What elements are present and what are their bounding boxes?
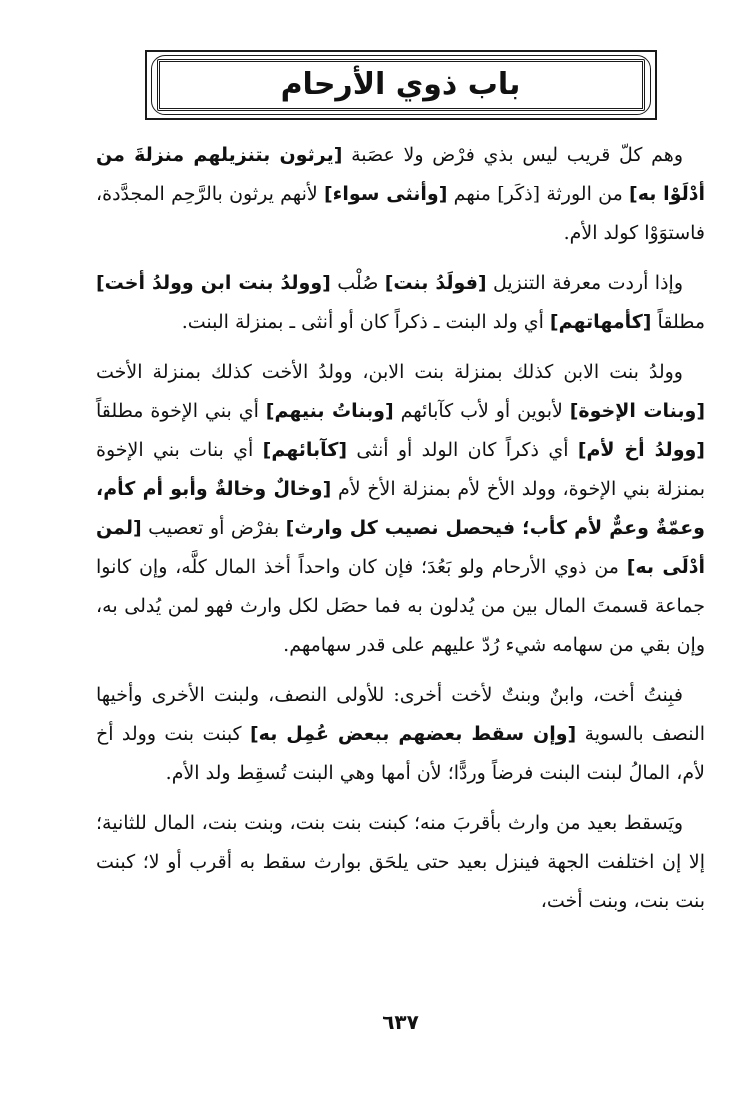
chapter-title: باب ذوي الأرحام — [280, 67, 521, 102]
matn-quote: [وأنثى سواء] — [323, 183, 448, 205]
matn-quote: [وإن سقط بعضهم ببعض عُمِل به] — [249, 723, 577, 745]
commentary-text: صُلْب — [330, 272, 385, 294]
commentary-text: أي بنات بني الإخوة بمنزلة بني الإخوة، وولد الأخ لأم بمنزلة الأخ لأم — [96, 439, 705, 500]
commentary-text: وإذا أردت معرفة التنزيل — [486, 272, 684, 294]
paragraph — [96, 136, 705, 253]
commentary-text: منهم — [447, 183, 498, 205]
commentary-text: وولدُ بنت الابن كذلك بمنزلة بنت الابن، وولدُ الأخت كذلك بمنزلة الأخت — [96, 361, 683, 383]
matn-quote: [فولَدُ بنت] — [384, 272, 487, 294]
commentary-text: أي ذكراً كان الولد أو أنثى — [347, 439, 578, 461]
commentary-text: مطلقاً — [651, 311, 705, 333]
matn-quote: [وبنات الإخوة] — [569, 400, 706, 422]
commentary-text: أي ولد البنت ـ ذكراً كان أو أنثى ـ بمنزلة البنت. — [181, 311, 550, 333]
commentary-text: أي بني الإخوة مطلقاً — [96, 400, 266, 422]
matn-quote: [كآبائهم] — [262, 439, 348, 461]
paragraph — [96, 353, 705, 665]
page-number: ٦٣٧ — [382, 1010, 419, 1034]
book-page — [96, 50, 705, 1050]
matn-quote: [وولدُ أخ لأم] — [577, 439, 705, 461]
paragraph — [96, 264, 705, 342]
commentary-text: [ذكَر] — [497, 183, 541, 205]
commentary-text: وهم كلّ قريب ليس بذي فرْض ولا عصَبة — [342, 144, 683, 166]
body-text — [96, 136, 705, 921]
commentary-text: من الورثة — [540, 183, 630, 205]
commentary-text: لأبوين أو لأب كآبائهم — [393, 400, 570, 422]
paragraph — [96, 676, 705, 793]
commentary-text: لأنهم يرثون بالرَّحِم المجدَّدة، فاستوَوْا كولد الأم. — [96, 183, 705, 244]
matn-quote: [يرثون بتنزيلهم منزلةَ من أدْلَوْا به] — [96, 144, 706, 205]
commentary-text: كبنت بنت وولد أخ لأم، المالُ لبنت البنت فرضاً وردًّا؛ لأن أمها وهي البنت تُسقِط ولد الأم. — [96, 723, 705, 784]
matn-quote: [وخالٌ وخالةٌ وأبو أم كأم، وعمّةٌ وعمٌّ لأم كأب؛ فيحصل نصيب كل وارث] — [96, 478, 705, 539]
matn-quote: [وولدُ بنت ابن وولدُ أخت] — [96, 272, 331, 294]
commentary-text: بفرْض أو تعصيب — [141, 517, 286, 539]
matn-quote: [لمن أدْلَى به] — [96, 517, 706, 578]
commentary-text: ويَسقط بعيد من وارث بأقربَ منه؛ كبنت بنت بنت، وبنت بنت، المال للثانية؛ إلا إن اختلفت الجهة فينزل بعيد حتى يلحَق بوارث سقط به أقرب أو لا؛ كبنت بنت بنت، وبنت أخت، — [96, 812, 705, 912]
commentary-text: فبِنتُ أخت، وابنٌ وبنتٌ لأخت أخرى: للأولى النصف، ولبنت الأخرى وأخيها النصف بالسوية — [96, 684, 705, 745]
matn-quote: [وبناتُ بنيهم] — [265, 400, 394, 422]
paragraph — [96, 804, 705, 921]
chapter-title-frame — [145, 50, 657, 120]
commentary-text: من ذوي الأرحام ولو بَعُدَ؛ فإن كان واحداً أخذ المال كلَّه، وإن كانوا جماعة قسمتَ المال بين من يُدلون به فما حصَل لكل وارث فهو لمن يُدلى به، وإن بقي من سهامه شيء رُدّ عليهم على قدر سهامهم. — [96, 556, 705, 656]
matn-quote: [كأمهاتهم] — [549, 311, 652, 333]
